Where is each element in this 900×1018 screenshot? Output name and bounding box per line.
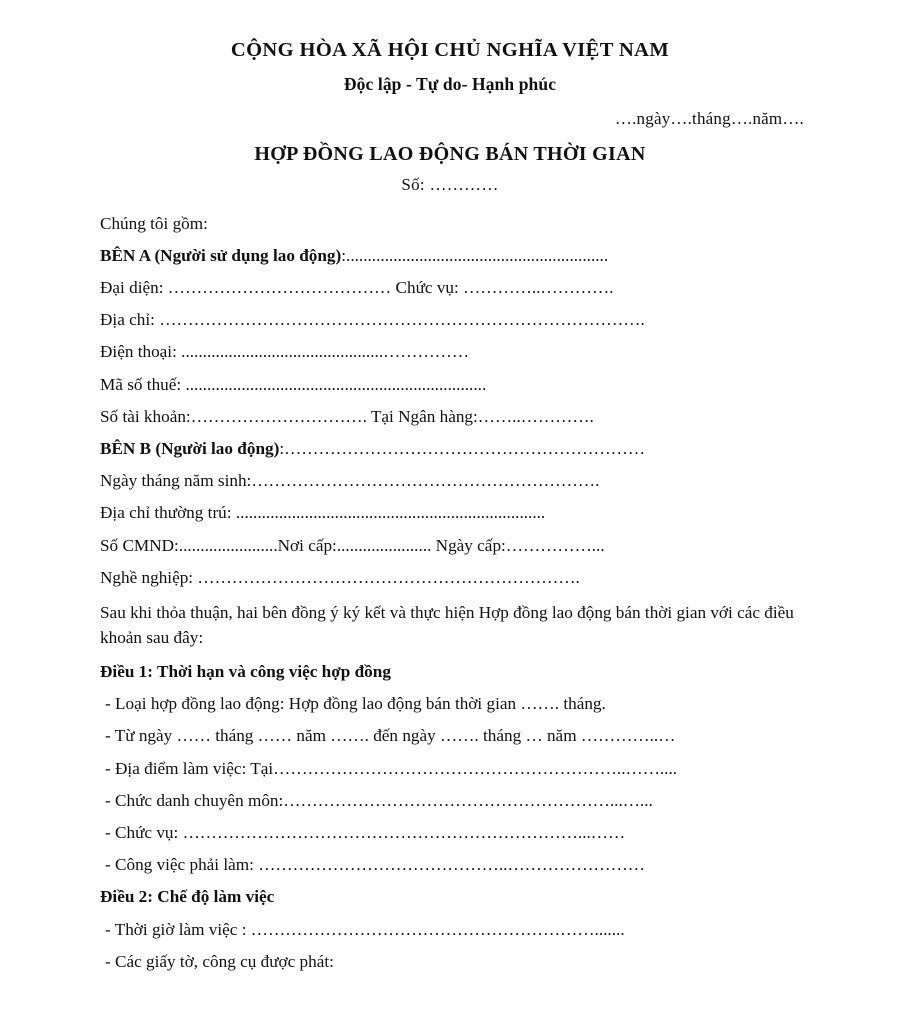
field-dots: ………………………………… (167, 278, 392, 298)
party-b-occupation-line (100, 569, 840, 586)
national-motto: Độc lập - Tự do- Hạnh phúc (343, 73, 557, 94)
field-label: Địa chỉ: (100, 310, 160, 330)
field-dots: ....................... (178, 535, 278, 555)
field-dots: ........................................................................ (235, 503, 546, 523)
party-b-id-card-line (100, 537, 840, 554)
party-b-label-line (100, 440, 840, 457)
article-1-item: - Chức vụ: ……………………………………………………………...…… (105, 822, 626, 842)
field-dots-2: …………..…………. (463, 278, 614, 298)
national-header: CỘNG HÒA XÃ HỘI CHỦ NGHĨA VIỆT NAM (230, 39, 670, 61)
party-a-label: BÊN A (Người sử dụng lao động) (100, 245, 342, 265)
field-label: Mã số thuế: (100, 374, 186, 394)
field-dots: ……………………………………………………. (251, 471, 600, 491)
document-body (0, 215, 900, 970)
field-label: Điện thoại: (100, 342, 182, 362)
field-label-2: Tại Ngân hàng: (366, 406, 478, 426)
document-title: HỢP ĐỒNG LAO ĐỘNG BÁN THỜI GIAN (254, 142, 646, 165)
field-label: Số CMND: (100, 535, 179, 555)
field-label: Ngày tháng năm sinh: (100, 471, 252, 491)
article-2-item: - Các giấy tờ, công cụ được phát: (105, 951, 334, 971)
party-a-tax-code-line (100, 376, 840, 393)
article-1-heading: Điều 1: Thời hạn và công việc hợp đồng (100, 661, 391, 681)
party-a-label-line (100, 247, 840, 264)
article-2-item: - Thời giờ làm việc : ……………………………………………………....... (105, 919, 625, 939)
field-dots-2: ...................... (336, 535, 436, 555)
party-b-dots: :……………………………………………………… (279, 439, 646, 459)
article-1-item: - Chức danh chuyên môn:…………………………………………………...…... (105, 790, 653, 810)
article-1-item: - Loại hợp đồng lao động: Hợp đồng lao động bán thời gian ……. tháng. (105, 694, 606, 714)
field-dots: …………………………………………………………. (197, 567, 580, 587)
document-number-line: Số: ………… (401, 174, 499, 194)
article-1-item: - Từ ngày …… tháng …… năm ……. đến ngày ……. tháng … năm …………..… (105, 726, 676, 746)
field-label-2: Chức vụ: (391, 278, 464, 298)
we-include-line: Chúng tôi gồm: (100, 213, 208, 233)
agreement-paragraph: Sau khi thỏa thuận, hai bên đồng ý ký kết và thực hiện Hợp đồng lao động bán thời gian với các điều khoản sau đây: (100, 603, 794, 647)
party-a-bank-account-line (100, 408, 840, 425)
field-label: Số tài khoản: (100, 406, 191, 426)
date-placeholder-line: ….ngày….tháng….năm…. (614, 108, 804, 128)
field-label: Đại diện: (100, 278, 168, 298)
field-dots: ...................................................................... (185, 374, 487, 394)
document-header (0, 0, 900, 95)
field-label-3: Ngày cấp: (435, 535, 506, 555)
party-a-representative-line (100, 279, 840, 296)
party-b-label: BÊN B (Người lao động) (100, 439, 280, 459)
article-1-item: - Địa điểm làm việc: Tại……………………………………………………..…….... (105, 758, 678, 778)
article-2-heading: Điều 2: Chế độ làm việc (100, 887, 275, 907)
field-label: Nghề nghiệp: (100, 567, 198, 587)
field-label-2: Nơi cấp: (277, 535, 337, 555)
field-dots: …………………………………………………………………………. (159, 310, 645, 330)
party-a-address-line (100, 311, 840, 328)
party-b-birthdate-line (100, 472, 840, 489)
field-dots: ...............................................…………… (181, 342, 470, 362)
field-dots-2: ……..…………. (477, 406, 594, 426)
field-dots-3: ……………... (505, 535, 605, 555)
field-label: Địa chỉ thường trú: (100, 503, 236, 523)
field-dots: …………………………. (190, 406, 367, 426)
article-1-item: - Công việc phải làm: ……………………………………..…………………… (105, 855, 645, 875)
party-a-phone-line (100, 343, 840, 360)
party-a-dots: :............................................................. (341, 245, 609, 265)
party-b-permanent-address-line (100, 504, 840, 521)
